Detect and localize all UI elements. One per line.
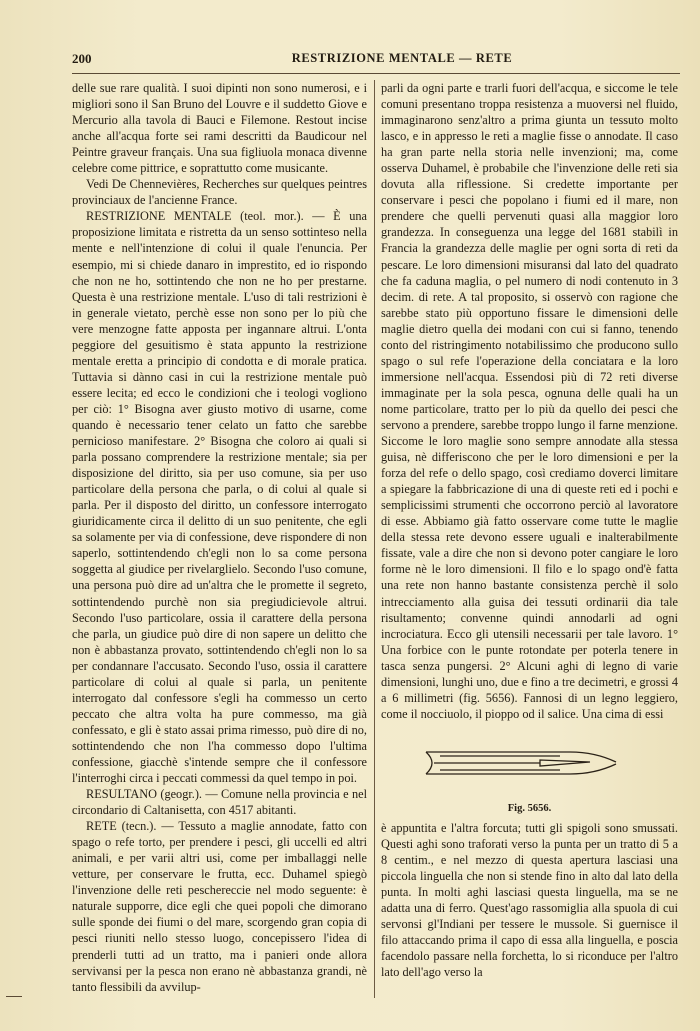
entry-resultano: RESULTANO (geogr.). — Comune nella provincia e nel circondario di Caltanisetta, con 4517 abitanti. (72, 787, 367, 818)
paragraph: è appuntita e l'altra forcuta; tutti gli spigoli sono smussati. Questi aghi sono traforati verso la punta per un tratto di 5 a 8 centim., e nel mezzo di questa apertura lasciasi una piccola linguella che non si stende fino in alto dal lato della punta. In molti aghi lasciasi questa linguella, ma se ne adatta una di ferro. Quest'ago rassomiglia alla spuola di cui servonsi gl'Indiani per tessere le mussole. Si guernisce il filo attaccando prima il capo di essa alla linguella, e poscia facendolo passare nella forchetta, lo si riconduce per l'altro lato dell'ago verso la (381, 821, 678, 980)
figure-caption: Fig. 5656. (507, 803, 552, 814)
needle-fork (426, 752, 432, 774)
entry-rete: RETE (tecn.). — Tessuto a maglie annodate, fatto con spago o refe torto, per prendere i pesci, gli uccelli ed altri animali, e per varii altri usi, come per imballaggi nelle vetture, per conservare le frutta, ecc. Duhamel spiegò l'invenzione delle reti peschereccie nel modo seguente: è naturale supporre, dice egli che quei popoli che dimorano sulle sponde dei fiumi o del mare, scorgendo gran copia di pesci riuniti nello stesso luogo, concepissero l'idea di prenderli tutti ad un tratto, ma i panieri onde allora servivansi per la pesca non erano nè abbastanza grandi, nè tanto flessibili da avvilup- (72, 819, 367, 994)
paragraph: delle sue rare qualità. I suoi dipinti non sono numerosi, e i migliori sono il San Bruno del Louvre e il suddetto Giove e Mercurio alla tavola di Bauci e Filemone. Restout incise anche all'acqua forte sei rami descritti da Baudicour nel Peintre graveur français. Una sua figliuola monaca divenne celebre come pittrice, e soprattutto come musicante. (72, 81, 367, 176)
right-column (381, 80, 678, 721)
right-column-continued (381, 820, 678, 1000)
margin-mark (6, 996, 22, 997)
running-head: RESTRIZIONE MENTALE — RETE (291, 51, 513, 65)
page-header (72, 51, 682, 71)
column-divider (374, 80, 375, 998)
needle-outline-bottom (426, 764, 616, 774)
paragraph: Vedi De Chennevières, Recherches sur quelques peintres provinciaux de l'ancienne France. (72, 177, 367, 208)
page-number: 200 (72, 51, 92, 66)
left-column (72, 80, 367, 1000)
paragraph: parli da ogni parte e trarli fuori dell'acqua, e siccome le tele comuni presentano troppa resistenza a muoversi nel fluido, immaginarono senz'altro a prima giunta un tessuto molto lasco, e in appresso le reti a maglie fisse o annodate. Il caso ha gran parte nella storia nelle invenzioni; ma, come osserva Duhamel, è probabile che l'invenzione delle reti sia dovuta alla riflessione. Si credette importante per conservare i pesci che popolano i fiumi ed il mare, non prendere che quelli pervenuti quasi alla maggior loro grandezza. In conseguenza una legge del 1681 stabilì in Francia la grandezza delle maglie per ogni sorta di reti da pescare. Le loro dimensioni misuransi dal lato del quadrato che fa caduna maglia, o pel numero di nodi contenuto in 3 decim. di rete. A tal proposito, si osservò con ragione che sarebbe stato più opportuno fissare le dimensioni delle maglie dietro quella dei modani con cui si fanno, tenendo conto del ristringimento notabilissimo che producono sullo spago o sul refe l'operazione della conciatara e la loro immersione nell'acqua. Essendosi più di 72 reti diverse immaginate per la sola pesca, ognuna delle quali ha un nome particolare, tratto per lo più da quello dei pesci che servono a prendere, sarebbe troppo lungo il farne menzione. Siccome le loro maglie sono sempre annodate alla stessa guisa, nè differiscono che per le loro dimensioni e per la forza del refe o dello spago, così crediamo doverci limitare a spiegare la fabbricazione di una di queste reti ed i pochi e semplicissimi strumenti che occorrono perciò al lavoratore di esse. Abbiamo già fatto osservare come tutte le maglie della stessa rete devono essere uguali e inalterabilmente fissate, vale a dire che non si devono poter cangiare le loro forme nè le loro dimensioni. Il filo e lo spago ond'è fatta una rete non hanno bastante consistenza perchè il solo intrecciamento alla guisa dei tessuti ordinarii dia tale risultamento; convenne quindi annodarli ad ogni incrociatura. Ecco gli utensili necessarii per tale lavoro. 1° Una forbice con le punte rotondate per poterla tenere in tasca senza pungersi. 2° Alcuni aghi di legno di varie dimensioni, lunghi uno, due e fino a tre decimetri, e grossi 4 a 6 millimetri (fig. 5656). Fannosi di un legno leggiero, come il nocciuolo, il pioppo od il salice. Una cima di essi (381, 81, 678, 721)
needle-slot (540, 760, 590, 766)
entry-restrizione-mentale: RESTRIZIONE MENTALE (teol. mor.). — È una proposizione limitata e ristretta da un senso sottinteso nella mente e nell'intenzione di colui il quale l'enuncia. Per esempio, mi si chiede danaro in imprestito, ed io rispondo che non ne ho, sottintendo che non ne ho per prestarne. Questa è una restrizione mentale. L'uso di tali restrizioni è in generale vietato, perchè esse non sono per lo più che vere menzogne fatte apposta per ingannare altrui. L'onta peggiore del gesuitismo è stata appunto la restrizione mentale eretta a principio di condotta e di morale pratica. Tuttavia si dànno casi in cui la restrizione mentale può essere lecita; ed ecco le condizioni che i teologi vogliono per ciò: 1° Bisogna aver giusto motivo di usarne, come quando è necessario tener celato un fatto che sarebbe pernicioso manifestare. 2° Bisogna che coloro ai quali si parla possano comprendere la restrizione mentale; sia per disposizione del diritto, sia per uso comune, sia per uso particolare della persona che parla, o di colui al quale si parla. Per il disposto del diritto, un confessore interrogato giuridicamente circa il delitto di un suo penitente, che egli sa solamente per via di confessione, deve rispondere di non saperlo, sottintendendo ch'egli non lo sa come persona soggetta al giudice per rivelarglielo. Secondo l'uso comune, una persona può dire ad un'altra che le promette il segreto, sottintendendo purchè non sia pregiudicievole altrui. Secondo l'uso particolare, ossia il carattere della persona che parla, un giudice può dire di non sapere un delitto che non è abbastanza provato, sottintendendo ch'egli non lo sa per condannare l'accusato. Secondo l'uso, ossia il carattere particolare di colui al quale si parla, un penitente interrogato dal confessore s'egli ha commesso un certo peccato che altra volta ha pure commesso, ma già confessato, e gli è stato assai prima rimesso, può dire di no, sottintendendo che non l'ha commesso dopo l'ultima confessione, giacchè s'intende sempre che il confessore l'interroghi circa i peccati commessi da quel tempo in poi. (72, 209, 367, 786)
netting-needle-illustration (420, 740, 640, 785)
needle-outline-top (426, 752, 616, 762)
header-rule (72, 73, 680, 74)
